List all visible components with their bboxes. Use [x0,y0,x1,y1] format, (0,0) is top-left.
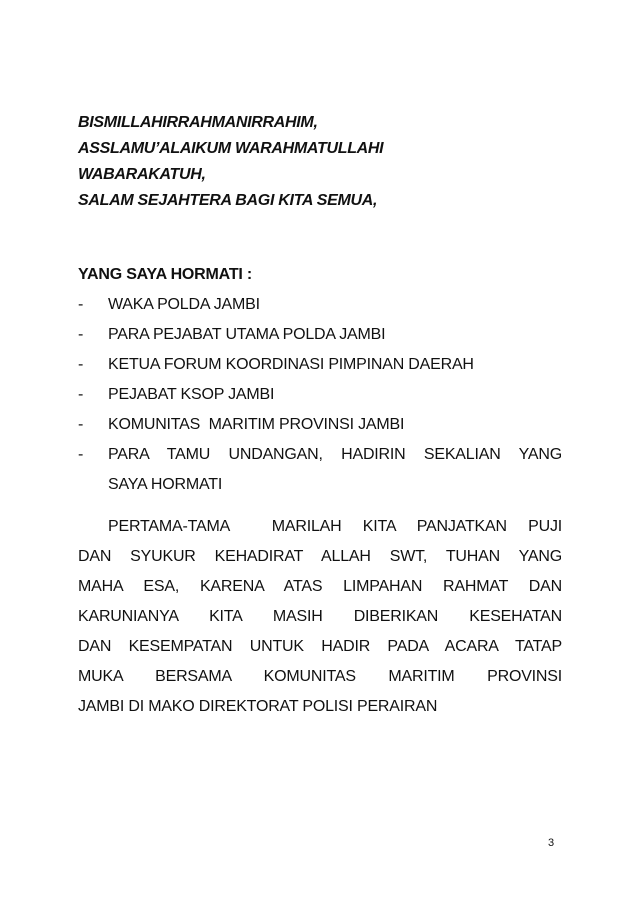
bullet-dash: - [78,356,84,373]
honor-item [78,410,562,440]
paragraph-line: JAMBI DI MAKO DIREKTORAT POLISI PERAIRAN [78,698,438,715]
greeting-line: SALAM SEJAHTERA BAGI KITA SEMUA, [78,192,378,209]
greeting-line: BISMILLAHIRRAHMANIRRAHIM, [78,114,318,131]
honor-item-text: KOMUNITAS MARITIM PROVINSI JAMBI [108,416,405,433]
honor-list [78,290,562,500]
bullet-dash: - [78,446,84,463]
greeting-line: WABARAKATUH, [78,166,206,183]
opening-paragraph [78,512,562,722]
honor-item-text: PEJABAT KSOP JAMBI [108,386,275,403]
paragraph-line: DAN SYUKUR KEHADIRAT ALLAH SWT, TUHAN YANG [78,548,562,565]
bullet-dash: - [78,326,84,343]
greeting-line: ASSLAMU’ALAIKUM WARAHMATULLAHI [78,140,384,157]
honor-item-text: KETUA FORUM KOORDINASI PIMPINAN DAERAH [108,356,474,373]
honor-item [78,350,562,380]
honor-item [78,440,562,500]
honor-item-text: WAKA POLDA JAMBI [108,296,260,313]
honor-item [78,380,562,410]
paragraph-line: MAHA ESA, KARENA ATAS LIMPAHAN RAHMAT DAN [78,578,562,595]
bullet-dash: - [78,416,84,433]
honor-item [78,320,562,350]
honor-title: YANG SAYA HORMATI : [78,266,253,283]
paragraph-line: KARUNIANYA KITA MASIH DIBERIKAN KESEHATAN [78,608,562,625]
paragraph-line: DAN KESEMPATAN UNTUK HADIR PADA ACARA TATAP [78,638,562,655]
bullet-dash: - [78,296,84,313]
opening-greeting [78,110,558,214]
bullet-dash: - [78,386,84,403]
paragraph-line: PERTAMA-TAMA MARILAH KITA PANJATKAN PUJI [108,518,562,535]
paragraph-line: MUKA BERSAMA KOMUNITAS MARITIM PROVINSI [78,668,562,685]
honor-item-continuation: SAYA HORMATI [108,476,223,493]
honor-item-text: PARA TAMU UNDANGAN, HADIRIN SEKALIAN YANG [108,446,562,463]
page-number: 3 [548,837,555,849]
honor-item [78,290,562,320]
honor-item-text: PARA PEJABAT UTAMA POLDA JAMBI [108,326,386,343]
